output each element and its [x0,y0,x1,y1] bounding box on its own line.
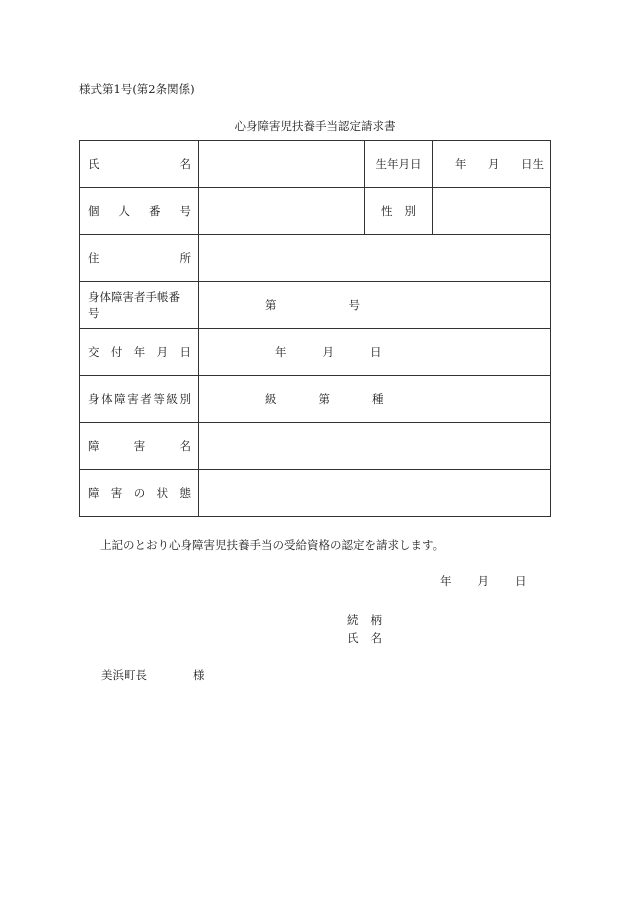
field-disability-name[interactable] [199,423,551,470]
field-handbook-number[interactable]: 第 号 [199,282,551,329]
form-number: 様式第1号(第2条関係) [79,82,195,96]
label-disability-name: 障 害 名 [80,423,199,470]
row-disability-name [80,423,551,470]
row-disability-grade [80,376,551,423]
label-address: 住 所 [80,235,199,282]
field-address[interactable] [199,235,551,282]
label-name: 氏 名 [80,141,199,188]
label-handbook-number: 身体障害者手帳番号 [80,282,199,329]
label-individual-number: 個 人 番 号 [80,188,199,235]
field-disability-grade[interactable]: 級 第 種 [199,376,551,423]
label-issue-date: 交 付 年 月 日 [80,329,199,376]
label-sex: 性 別 [365,188,433,235]
request-statement: 上記のとおり心身障害児扶養手当の受給資格の認定を請求します。 [100,538,445,552]
field-sex[interactable] [433,188,551,235]
application-form-table [79,140,551,517]
applicant-name-label: 氏 名 [347,631,382,645]
row-handbook-number [80,282,551,329]
label-birth-date: 生年月日 [365,141,433,188]
label-disability-condition: 障 害 の 状 態 [80,470,199,517]
row-issue-date [80,329,551,376]
document-title: 心身障害児扶養手当認定請求書 [234,119,396,133]
addressee [101,667,205,683]
request-date[interactable]: 年 月 日 [440,574,527,588]
field-disability-condition[interactable] [199,470,551,517]
relationship-label: 続 柄 [347,613,382,627]
honorific: 様 [193,668,205,682]
field-birth-date[interactable]: 年 月 日生 [433,141,551,188]
mayor-title: 美浜町長 [101,668,147,682]
field-name[interactable] [199,141,365,188]
field-issue-date[interactable]: 年 月 日 [199,329,551,376]
row-disability-condition [80,470,551,517]
row-individual-number [80,188,551,235]
row-address [80,235,551,282]
label-disability-grade: 身 体 障 害 者 等 級 別 [80,376,199,423]
field-individual-number[interactable] [199,188,365,235]
row-name [80,141,551,188]
